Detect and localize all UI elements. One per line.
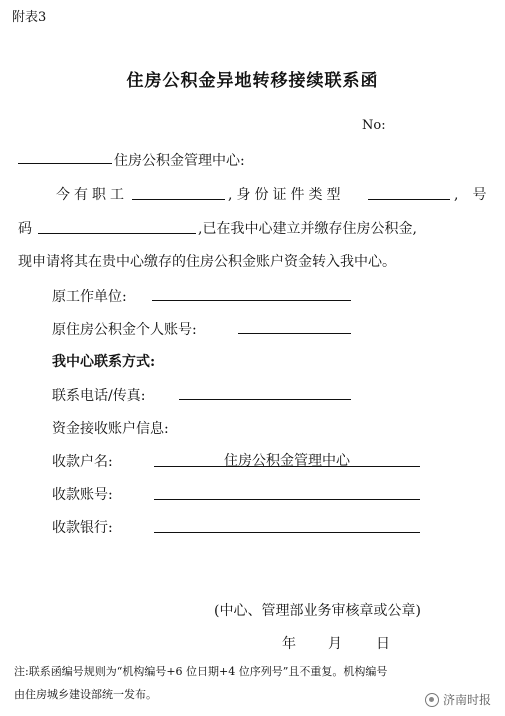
contact-phone-blank[interactable] [179, 399, 351, 400]
contact-heading: 我中心联系方式: [52, 354, 156, 370]
para-text-id-type: ,身份证件类型 [228, 187, 345, 203]
salutation-blank[interactable] [18, 163, 112, 164]
para-text-number: ,号 [454, 187, 501, 203]
date-day: 日 [376, 636, 390, 652]
id-type-blank[interactable] [368, 199, 450, 200]
watermark-text: 济南时报 [442, 693, 491, 707]
watermark-logo-icon [425, 693, 439, 707]
para-text-employee: 今有职工 [56, 187, 128, 203]
employee-name-blank[interactable] [132, 199, 225, 200]
note-line-2: 由住房城乡建设部统一发布。 [14, 688, 157, 701]
contact-phone-label: 联系电话/传真: [52, 388, 146, 404]
date-year: 年 [282, 636, 296, 652]
original-employer-label: 原工作单位: [52, 289, 127, 305]
payee-blank[interactable] [154, 466, 420, 467]
original-account-blank[interactable] [238, 333, 351, 334]
salutation-text: 住房公积金管理中心: [114, 153, 245, 169]
para-text-code: 码 [18, 221, 32, 237]
para-text-request: 现申请将其在贵中心缴存的住房公积金账户资金转入我中心。 [18, 254, 396, 270]
watermark [425, 691, 491, 708]
bank-label: 收款银行: [52, 520, 113, 536]
date-month: 月 [328, 636, 342, 652]
receiving-info-heading: 资金接收账户信息: [52, 421, 169, 437]
original-account-label: 原住房公积金个人账号: [52, 322, 197, 338]
para-text-established: ,已在我中心建立并缴存住房公积金, [198, 221, 417, 237]
account-label: 收款账号: [52, 487, 113, 503]
original-employer-blank[interactable] [152, 300, 351, 301]
payee-label: 收款户名: [52, 454, 113, 470]
document-title: 住房公积金异地转移接续联系函 [126, 71, 379, 91]
bank-blank[interactable] [154, 532, 420, 533]
account-blank[interactable] [154, 499, 420, 500]
id-number-blank[interactable] [38, 233, 196, 234]
attachment-label: 附表3 [12, 10, 47, 25]
number-label: No: [362, 118, 386, 133]
note-line-1: 注:联系函编号规则为“机构编号+6 位日期+4 位序列号”且不重复。机构编号 [14, 665, 388, 678]
seal-text: (中心、管理部业务审核章或公章) [214, 603, 421, 619]
payee-value: 住房公积金管理中心 [224, 453, 350, 469]
